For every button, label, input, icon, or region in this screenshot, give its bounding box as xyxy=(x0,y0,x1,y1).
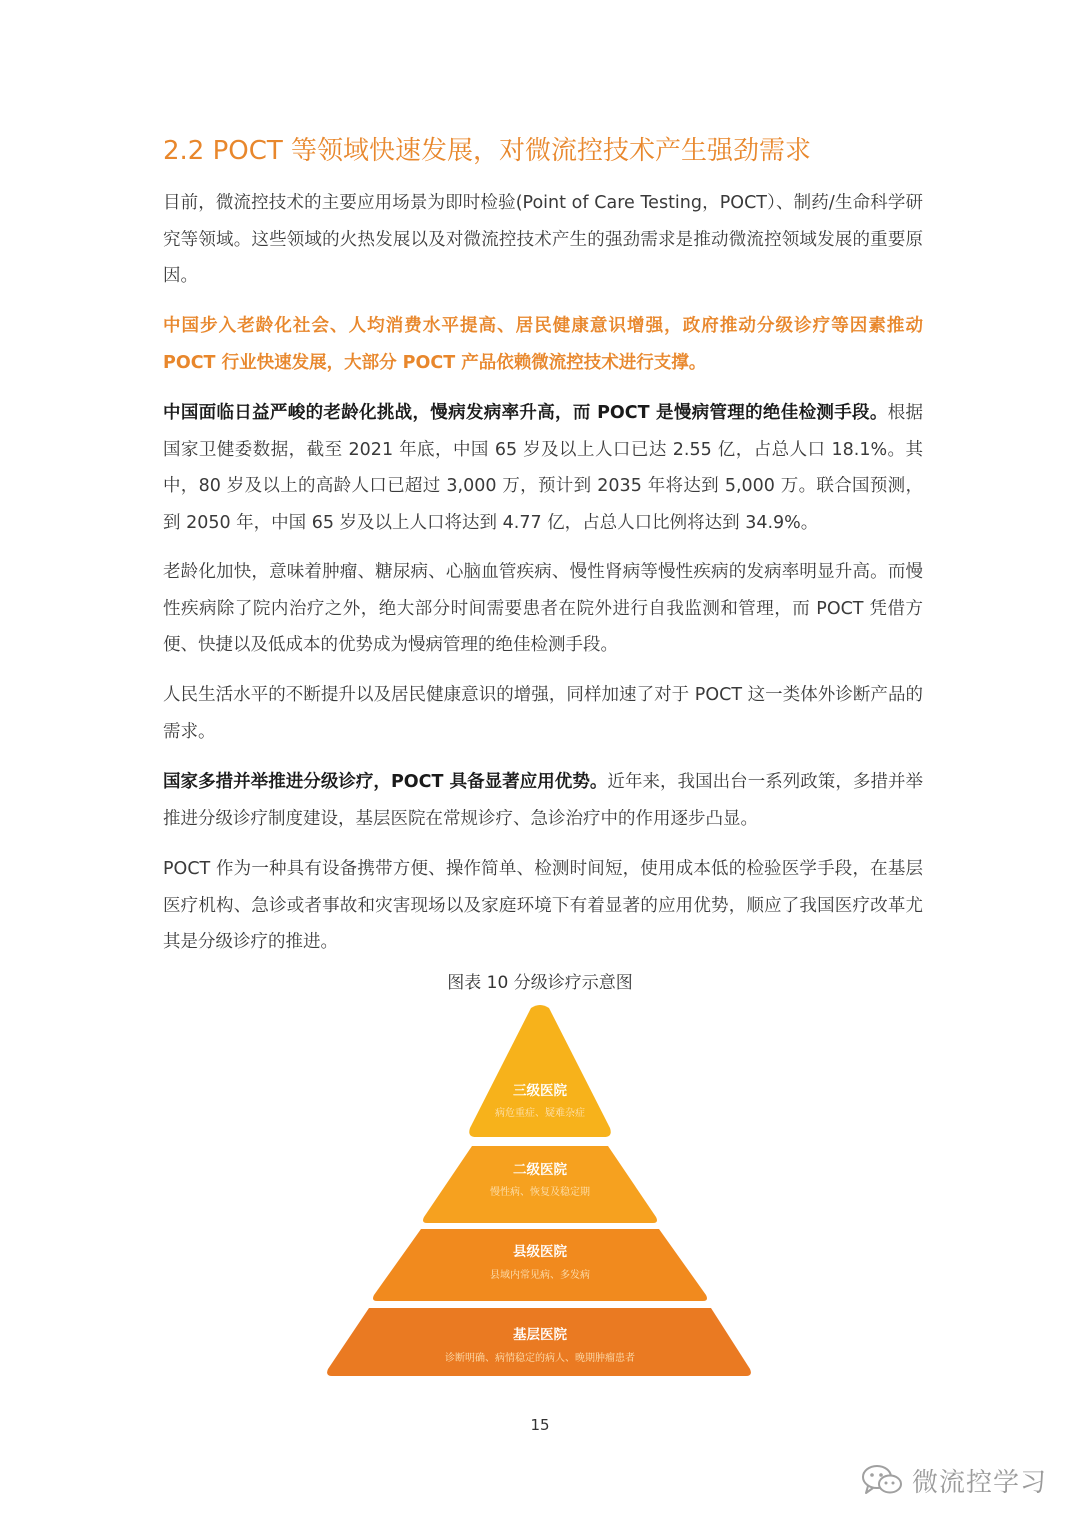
paragraph-highlight: 中国步入老龄化社会、人均消费水平提高、居民健康意识增强，政府推动分级诊疗等因素推动 POCT 行业快速发展，大部分 POCT 产品依赖微流控技术进行支撑。 xyxy=(163,316,923,373)
pyramid-level-2-name: 二级医院 xyxy=(513,1162,567,1178)
paragraph-aging-body: 根据国家卫健委数据，截至 2021 年底，中国 65 岁及以上人口已达 2.55 亿，占总人口 18.1%。其中，80 岁及以上的高龄人口已超过 3,000 万，预计到 2035 年将达到 5,000 万。联合国预测，到 2050 年，中国 65 岁及以上人口将达到 4.77 亿，占总人口比例将达到 34.9%。 xyxy=(163,403,924,533)
pyramid-level-2-desc: 慢性病、恢复及稳定期 xyxy=(490,1187,590,1198)
pyramid-level-4-desc: 诊断明确、病情稳定的病人、晚期肿瘤患者 xyxy=(445,1353,635,1364)
paragraph-intro: 目前，微流控技术的主要应用场景为即时检验(Point of Care Testing，POCT）、制药/生命科学研究等领域。这些领域的火热发展以及对微流控技术产生的强劲需求是推动微流控领域发展的重要原因。 xyxy=(163,193,923,286)
tiered-care-pyramid xyxy=(320,1005,760,1383)
watermark-text: 微流控学习 xyxy=(912,1467,1048,1498)
paragraph-tiered-care-lead: 国家多措并举推进分级诊疗，POCT 具备显著应用优势。 xyxy=(163,772,608,792)
page-number: 15 xyxy=(530,1416,550,1434)
wechat-icon xyxy=(860,1462,904,1498)
paragraph-aging xyxy=(163,395,923,541)
pyramid-level-1-name: 三级医院 xyxy=(513,1083,567,1099)
paragraph-poct-advantages: POCT 作为一种具有设备携带方便、操作简单、检测时间短，使用成本低的检验医学手段，在基层医疗机构、急诊或者事故和灾害现场以及家庭环境下有着显著的应用优势，顺应了我国医疗改革尤其是分级诊疗的推进。 xyxy=(163,859,923,952)
paragraph-tiered-care-body: 近年来，我国出台一系列政策，多措并举推进分级诊疗制度建设，基层医院在常规诊疗、急诊治疗中的作用逐步凸显。 xyxy=(163,772,924,829)
figure-caption: 图表 10 分级诊疗示意图 xyxy=(447,973,633,993)
pyramid-level-1-desc: 病危重症、疑难杂症 xyxy=(495,1108,585,1119)
paragraph-living-standard: 人民生活水平的不断提升以及居民健康意识的增强，同样加速了对于 POCT 这一类体外诊断产品的需求。 xyxy=(163,685,923,742)
paragraph-tiered-care xyxy=(163,764,923,837)
pyramid-level-2-shape xyxy=(423,1146,657,1223)
pyramid-level-3-shape xyxy=(373,1229,707,1301)
watermark xyxy=(860,1458,1047,1502)
pyramid-level-4-name: 基层医院 xyxy=(513,1327,567,1343)
paragraph-chronic-disease: 老龄化加快，意味着肿瘤、糖尿病、心脑血管疾病、慢性肾病等慢性疾病的发病率明显升高。而慢性疾病除了院内治疗之外，绝大部分时间需要患者在院外进行自我监测和管理，而 POCT 凭借方便、快捷以及低成本的优势成为慢病管理的绝佳检测手段。 xyxy=(163,562,923,655)
section-title: 2.2 POCT 等领域快速发展，对微流控技术产生强劲需求 xyxy=(163,136,812,166)
pyramid-level-3-desc: 县域内常见病、多发病 xyxy=(490,1270,590,1281)
pyramid-level-3-name: 县级医院 xyxy=(513,1244,567,1260)
paragraph-aging-lead: 中国面临日益严峻的老龄化挑战，慢病发病率升高，而 POCT 是慢病管理的绝佳检测手段。 xyxy=(163,403,888,423)
